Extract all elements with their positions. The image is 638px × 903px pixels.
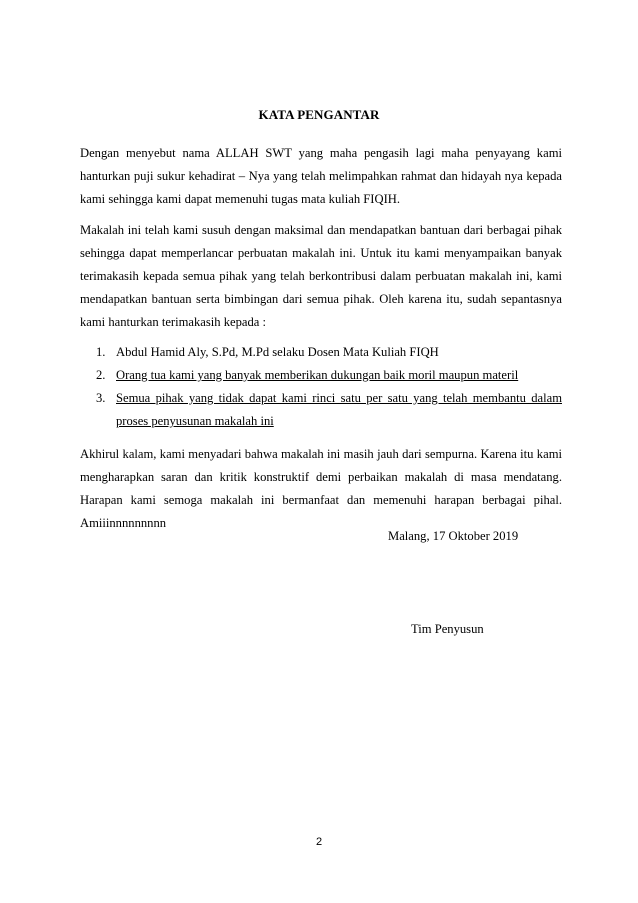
signer-name: Tim Penyusun	[411, 622, 484, 636]
list-item-number: 1.	[96, 345, 106, 359]
list-item-number: 2.	[96, 368, 106, 382]
closing-paragraph: Akhirul kalam, kami menyadari bahwa makalah ini masih jauh dari sempurna. Karena itu kami mengharapkan saran dan kritik konstruktif demi perbaikan makalah di masa mendatang. Harapan kami semoga makalah ini bermanfaat dan memenuhi harapan berbagai pihal. Amiiinnnnnnnnn	[80, 447, 562, 530]
list-item-text: Semua pihak yang tidak dapat kami rinci satu per satu yang telah membantu dalam proses penyusunan makalah ini	[116, 391, 562, 428]
document-title: KATA PENGANTAR	[258, 107, 380, 122]
document-body	[80, 142, 562, 535]
acknowledgement-paragraph: Makalah ini telah kami susuh dengan maksimal dan mendapatkan bantuan dari berbagai pihak sehingga dapat memperlancar perbuatan makalah ini. Untuk itu kami menyampaikan banyak terimakasih kepada semua pihak yang telah berkontribusi dalam perbuatan makalah ini, kami mendapatkan bantuan serta bimbingan dari semua pihak. Oleh karena itu, sudah sepantasnya kami hanturkan terimakasih kepada :	[80, 223, 562, 329]
list-item-number: 3.	[96, 391, 106, 405]
list-item	[80, 364, 562, 387]
page-number: 2	[315, 836, 323, 848]
intro-paragraph: Dengan menyebut nama ALLAH SWT yang maha pengasih lagi maha penyayang kami hanturkan puji sukur kehadirat – Nya yang telah melimpahkan rahmat dan hidayah nya kepada kami sehingga kami dapat memenuhi tugas mata kuliah FIQIH.	[80, 146, 562, 206]
thanks-list	[80, 341, 562, 433]
list-item	[80, 387, 562, 433]
list-item	[80, 341, 562, 364]
list-item-text: Orang tua kami yang banyak memberikan dukungan baik moril maupun materil	[116, 368, 519, 382]
place-date: Malang, 17 Oktober 2019	[388, 529, 519, 543]
list-item-text: Abdul Hamid Aly, S.Pd, M.Pd selaku Dosen Mata Kuliah FIQH	[116, 345, 439, 359]
